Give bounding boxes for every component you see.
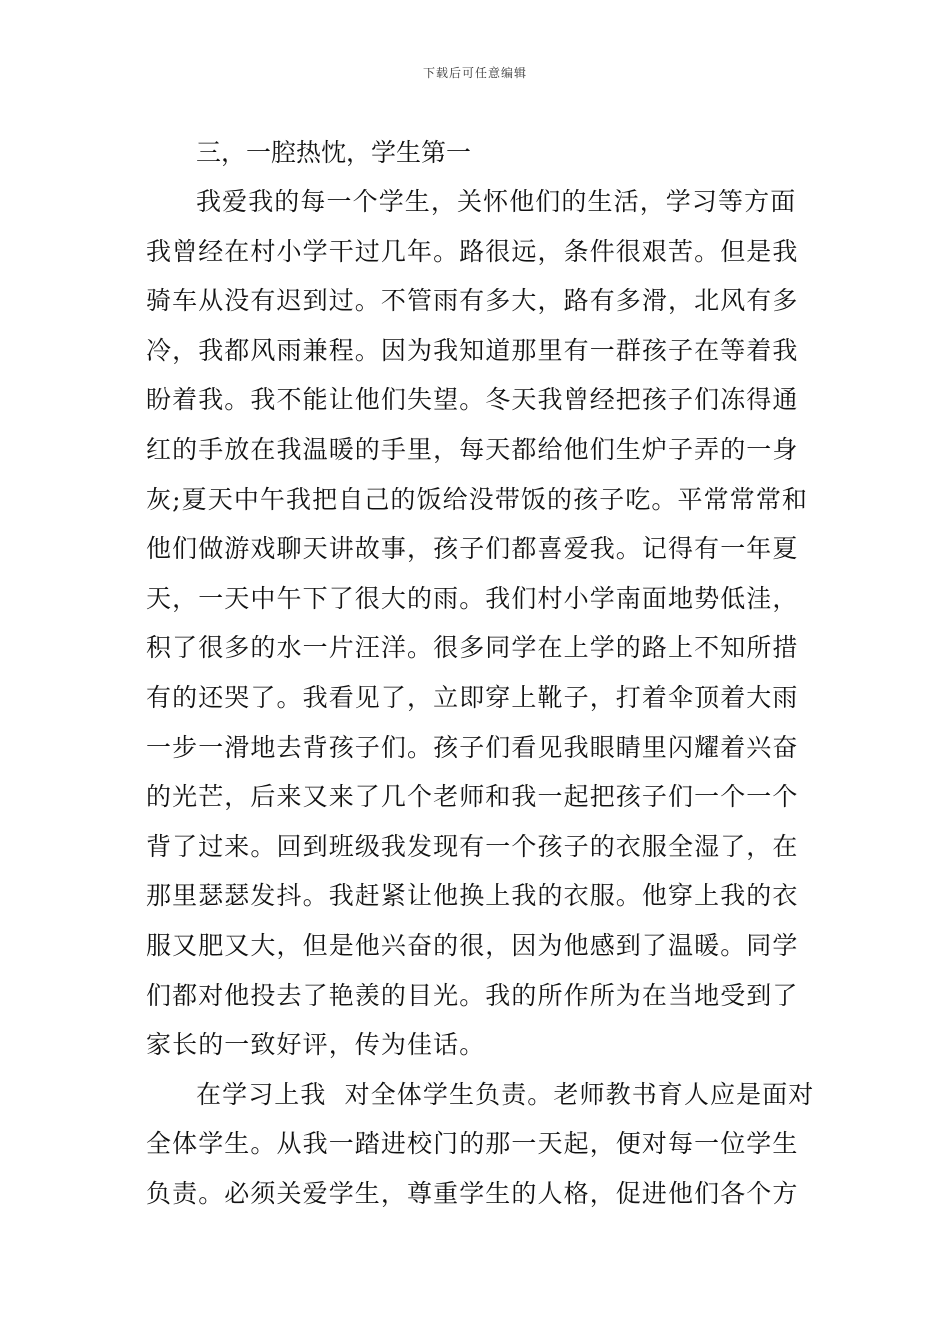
text-line: 家长的一致好评，传为佳话。 (146, 1030, 486, 1060)
text-line: 我爱我的每一个学生，关怀他们的生活，学习等方面 (196, 187, 797, 216)
text-line: 负责。必须关爱学生，尊重学生的人格，促进他们各个方 (146, 1178, 799, 1208)
text-line: 我曾经在村小学干过几年。路很远，条件很艰苦。但是我 (146, 236, 799, 266)
text-line: 服又肥又大，但是他兴奋的很，因为他感到了温暖。同学 (146, 930, 799, 960)
paragraph-2 (146, 1070, 815, 1219)
text-line: 全体学生。从我一踏进校门的那一天起，便对每一位学生 (146, 1129, 799, 1159)
text-line: 们都对他投去了艳羡的目光。我的所作所为在当地受到了 (146, 980, 799, 1010)
text-line: 冷，我都风雨兼程。因为我知道那里有一群孩子在等着我 (146, 335, 799, 365)
text-line: 盼着我。我不能让他们失望。冬天我曾经把孩子们冻得通 (146, 385, 799, 415)
text-line: 他们做游戏聊天讲故事，孩子们都喜爱我。记得有一年夏 (146, 534, 799, 564)
text-line: 积了很多的水一片汪洋。很多同学在上学的路上不知所措 (146, 633, 799, 663)
text-line: 的光芒，后来又来了几个老师和我一起把孩子们一个一个 (146, 782, 799, 812)
text-line: 天，一天中午下了很大的雨。我们村小学南面地势低洼， (146, 583, 799, 613)
text-line: 背了过来。回到班级我发现有一个孩子的衣服全湿了，在 (146, 831, 799, 861)
document-body (146, 128, 815, 1218)
text-line: 红的手放在我温暖的手里，每天都给他们生炉子弄的一身 (146, 434, 799, 464)
text-line: 一步一滑地去背孩子们。孩子们看见我眼睛里闪耀着兴奋 (146, 732, 799, 762)
text-line: 那里瑟瑟发抖。我赶紧让他换上我的衣服。他穿上我的衣 (146, 881, 799, 911)
page-header-note: 下载后可任意编辑 (422, 66, 527, 80)
text-line: 有的还哭了。我看见了，立即穿上靴子，打着伞顶着大雨 (146, 682, 799, 712)
text-line: 灰;夏天中午我把自己的饭给没带饭的孩子吃。平常常常和 (146, 484, 809, 514)
text-line: 骑车从没有迟到过。不管雨有多大，路有多滑，北风有多 (146, 286, 799, 316)
section-heading: 三，一腔热忱，学生第一 (196, 138, 472, 167)
text-line: 在学习上我 对全体学生负责。老师教书育人应是面对 (196, 1079, 815, 1109)
paragraph-1 (146, 177, 808, 1070)
